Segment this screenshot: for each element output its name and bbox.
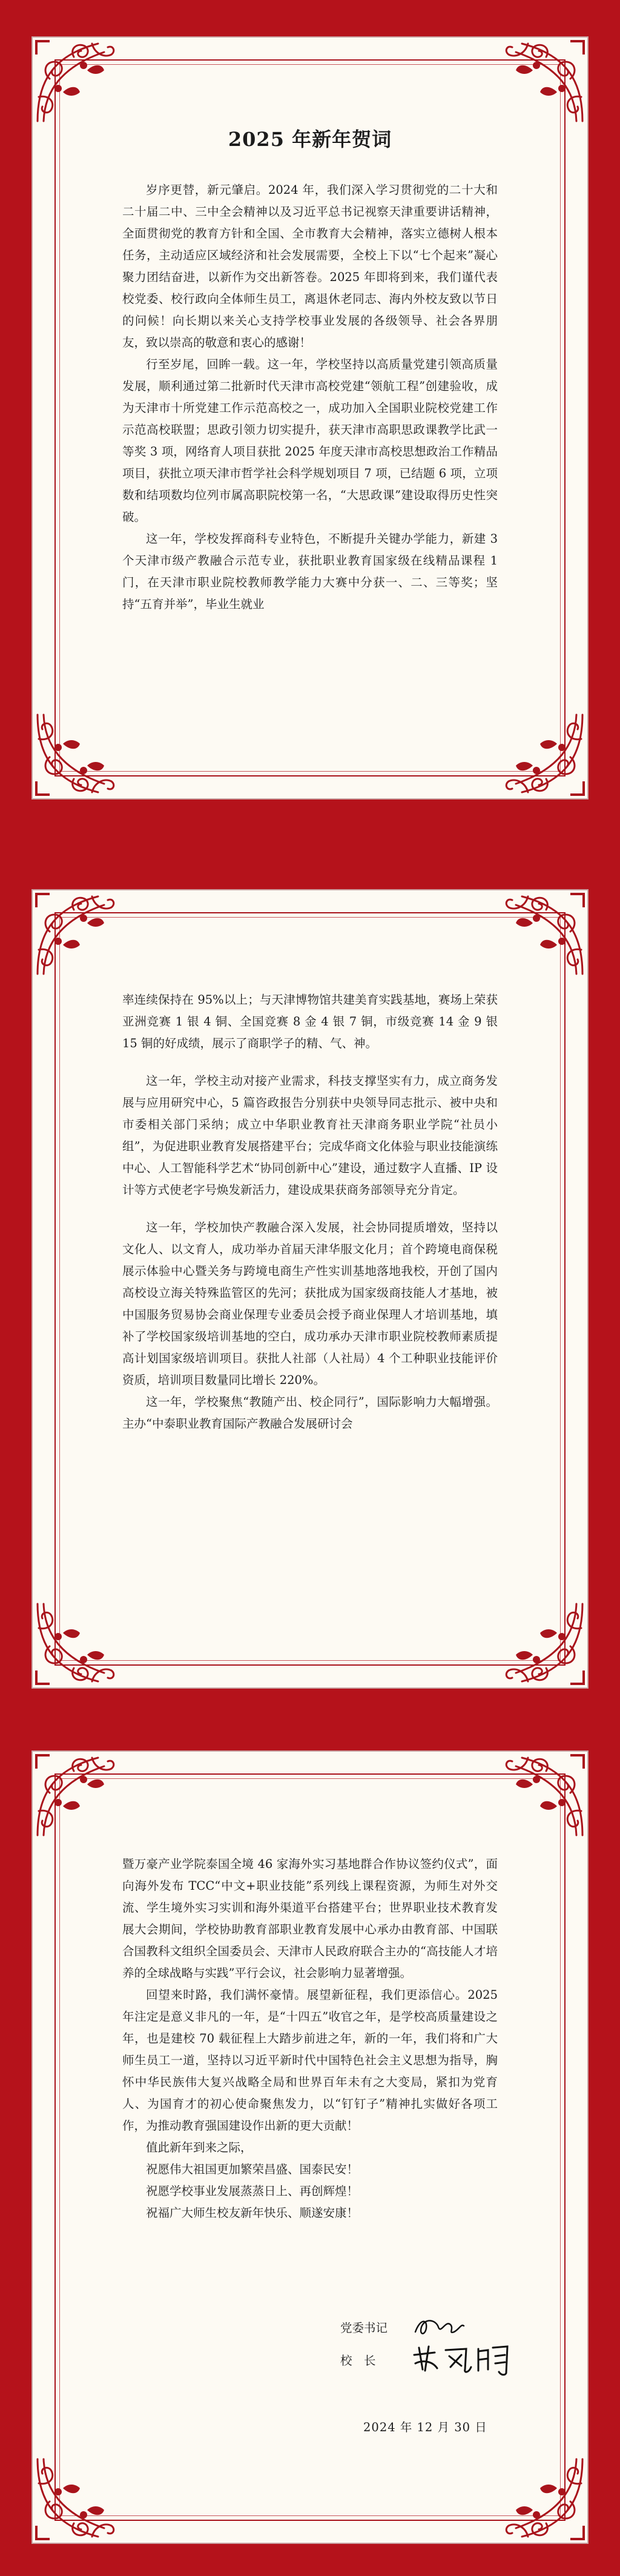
- corner-ornament-icon: [498, 1750, 589, 1841]
- corner-ornament-icon: [31, 2453, 122, 2544]
- signature-huangfengming: [411, 2343, 513, 2377]
- corner-ornament-icon: [498, 709, 589, 800]
- corner-ornament-icon: [31, 1750, 122, 1841]
- paragraph: 这一年，学校加快产教融合深入发展，社会协同提质增效，坚持以文化人、以文育人，成功举办首届天津华服文化月；首个跨境电商保税展示体验中心暨关务与跨境电商生产性实训基地落地我校，开创了国内高校设立海关特殊监管区的先河；获批成为国家级商技能人才基地，被中国服务贸易协会商业保理专业委员会授予商业保理人才培训基地，填补了学校国家级培训基地的空白，成功承办天津市职业院校教师素质提高计划国家级培训项目。获批人社部（人社局）4 个工种职业技能评价资质，培训项目数量同比增长 220%。: [122, 1220, 498, 1387]
- signature-row: [340, 2319, 406, 2336]
- corner-ornament-icon: [31, 889, 122, 980]
- wish-line: 祝愿伟大祖国更加繁荣昌盛、国泰民安！: [146, 2162, 359, 2176]
- paragraph: 值此新年到来之际，: [146, 2141, 252, 2154]
- paragraph: 暨万豪产业学院泰国全境 46 家海外实习基地群合作协议签约仪式”，面向海外发布 TCC“中文+职业技能”系列线上课程资源，为师生对外交流、学生境外实习实训和海外渠道平台搭建平台；世界职业技术教育发展大会期间，学校协助教育部职业教育发展中心承办由教育部、中国联合国教科文组织全国委员会、天津市人民政府联合主办的“高技能人才培养的全球战略与实践”平行会议，社会影响力显著增强。: [122, 1857, 498, 1980]
- signer-role: 党委书记: [340, 2321, 388, 2335]
- paragraph: 率连续保持在 95%以上；与天津博物馆共建美育实践基地，赛场上荣获亚洲竞赛 1 银 4 铜、全国竞赛 8 金 4 银 7 铜，市级竞赛 14 金 9 银 15 铜的好成绩，展示了商职学子的精、气、神。: [122, 993, 498, 1050]
- letter-panel-2: [31, 889, 589, 1689]
- corner-ornament-icon: [498, 2453, 589, 2544]
- letter-panel-3: [31, 1750, 589, 2544]
- signature-block: [340, 2314, 540, 2392]
- letter-panel-1: [31, 36, 589, 800]
- paragraph: 行至岁尾，回眸一载。这一年，学校坚持以高质量党建引领高质量发展，顺利通过第二批新时代天津市高校党建“领航工程”创建验收，成为天津市十所党建工作示范高校之一，成功加入全国职业院校党建工作示范高校联盟；思政引领力切实提升，获天津市高职思政课教学比武一等奖 3 项，网络育人项目获批 2025 年度天津市高校思想政治工作精品项目，获批立项天津市哲学社会科学规划项目 7 项，已结题 6 项，立项数和结项数均位列市属高职院校第一名，“大思政课”建设取得历史性突破。: [122, 357, 498, 524]
- corner-ornament-icon: [498, 1598, 589, 1689]
- paragraph: 这一年，学校发挥商科专业特色，不断提升关键办学能力，新建 3 个天津市级产教融合示范专业，获批职业教育国家级在线精品课程 1 门，在天津市职业院校教师教学能力大赛中分获一、二、三等奖；坚持“五育并举”，毕业生就业: [122, 532, 498, 611]
- letter-body: [122, 1853, 498, 2224]
- corner-ornament-icon: [31, 1598, 122, 1689]
- signature-row: [340, 2351, 406, 2368]
- corner-ornament-icon: [31, 709, 122, 800]
- signature-lvlei: [412, 2314, 466, 2342]
- paragraph: 这一年，学校聚焦“教随产出、校企同行”，国际影响力大幅增强。主办“中泰职业教育国际产教融合发展研讨会: [122, 1395, 498, 1431]
- corner-ornament-icon: [498, 889, 589, 980]
- signer-role: 校 长: [340, 2354, 376, 2368]
- corner-ornament-icon: [31, 36, 122, 127]
- paragraph: 岁序更替，新元肇启。2024 年，我们深入学习贯彻党的二十大和二十届二中、三中全会精神以及习近平总书记视察天津重要讲话精神，全面贯彻党的教育方针和全国、全市教育大会精神，落实立德树人根本任务，主动适应区域经济和社会发展需要，全校上下以“七个起来”凝心聚力团结奋进，以新作为交出新答卷。2025 年即将到来，我们谨代表校党委、校行政向全体师生员工，离退休老同志、海内外校友致以节日的问候！向长期以来关心支持学校事业发展的各级领导、社会各界朋友，致以崇高的敬意和衷心的感谢！: [122, 183, 498, 349]
- page-title: 2025 年新年贺词: [228, 128, 392, 151]
- letter-body: [122, 127, 498, 615]
- paragraph: 回望来时路，我们满怀豪情。展望新征程，我们更添信心。2025 年注定是意义非凡的一年，是“十四五”收官之年，是学校高质量建设之年，也是建校 70 载征程上大踏步前进之年，新的一年，我们将和广大师生员工一道，坚持以习近平新时代中国特色社会主义思想为指导，胸怀中华民族伟大复兴战略全局和世界百年未有之大变局，紧扣为党育人、为国育才的初心使命聚焦发力，以“钉钉子”精神扎实做好各项工作，为推动教育强国建设作出新的更大贡献！: [122, 1988, 498, 2133]
- letter-body: [122, 989, 498, 1435]
- corner-ornament-icon: [498, 36, 589, 127]
- date-line: 2024 年 12 月 30 日: [363, 2420, 487, 2434]
- wish-line: 祝福广大师生校友新年快乐、顺遂安康！: [146, 2206, 359, 2220]
- paragraph: 这一年，学校主动对接产业需求，科技支撑坚实有力，成立商务发展与应用研究中心，5 篇咨政报告分别获中央领导同志批示、被中央和市委相关部门采纳；成立中华职业教育社天津商务职业学院“社员小组”，为促进职业教育发展搭建平台；完成华商文化体验与职业技能演练中心、人工智能科学艺术“协同创新中心”建设，通过数字人直播、IP 设计等方式使老字号焕发新活力，建设成果获商务部领导充分肯定。: [122, 1074, 498, 1197]
- wish-line: 祝愿学校事业发展蒸蒸日上、再创辉煌！: [146, 2184, 359, 2198]
